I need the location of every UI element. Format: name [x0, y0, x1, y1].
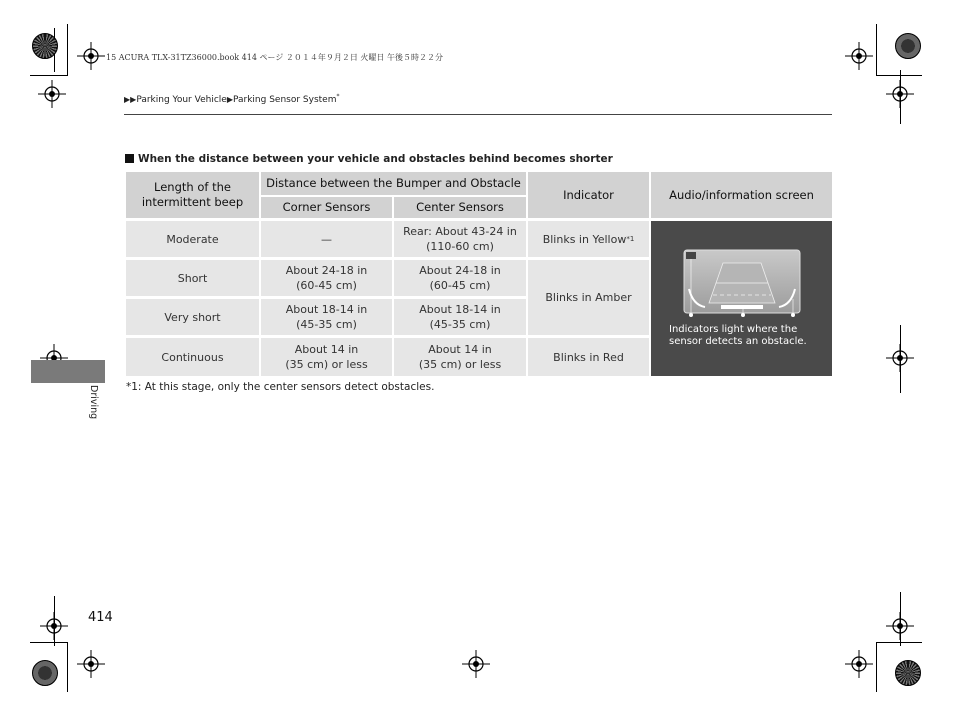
header-distance	[261, 172, 526, 195]
registration-mark-icon	[845, 42, 873, 70]
center-moderate-line2: (110-60 cm)	[426, 240, 494, 253]
indicator-yellow: Blinks in Yellow	[542, 232, 627, 246]
print-rosette-icon	[32, 33, 58, 59]
table-cell	[261, 299, 392, 335]
corner-very-short-line1: About 18-14 in	[285, 303, 368, 316]
registration-mark-icon	[886, 612, 914, 640]
section-heading-text: When the distance between your vehicle and obstacles behind becomes shorter	[138, 153, 613, 165]
heading-square-icon	[125, 154, 134, 163]
registration-mark-icon	[40, 612, 68, 640]
table-cell	[126, 260, 259, 296]
breadcrumb-arrow-icon: ▶▶	[124, 95, 137, 104]
center-very-short-line2: (45-35 cm)	[429, 318, 491, 331]
header-indicator	[528, 172, 649, 218]
header-screen-text: Audio/information screen	[669, 187, 814, 202]
table-cell	[261, 260, 392, 296]
beep-moderate: Moderate	[166, 232, 219, 246]
corner-very-short-line2: (45-35 cm)	[296, 318, 357, 331]
table-cell	[261, 221, 392, 257]
header-distance-text: Distance between the Bumper and Obstacle	[266, 176, 521, 190]
corner-continuous-line2: (35 cm) or less	[285, 358, 368, 371]
header-screen	[651, 172, 832, 218]
table-cell	[528, 338, 649, 376]
registration-mark-icon	[886, 80, 914, 108]
registration-mark-icon	[77, 42, 105, 70]
print-header: 15 ACURA TLX-31TZ36000.book 414 ページ ２０１４年９月２日 火曜日 午後５時２２分	[106, 53, 443, 62]
section-heading	[125, 153, 613, 165]
table-cell	[394, 299, 526, 335]
table-cell	[394, 260, 526, 296]
table-cell	[126, 221, 259, 257]
table-cell	[394, 221, 526, 257]
chapter-tab	[31, 360, 105, 383]
table-cell	[394, 338, 526, 376]
header-center	[394, 197, 526, 218]
header-rule	[124, 114, 832, 115]
page-number: 414	[88, 610, 113, 625]
center-very-short-line1: About 18-14 in	[419, 303, 501, 316]
header-corner	[261, 197, 392, 218]
breadcrumb-item[interactable]: Parking Sensor System	[232, 95, 337, 105]
registration-mark-icon	[38, 80, 66, 108]
indicator-red: Blinks in Red	[553, 350, 624, 364]
indicator-amber: Blinks in Amber	[545, 291, 632, 304]
table-cell	[528, 260, 649, 335]
beep-continuous: Continuous	[161, 350, 224, 364]
center-short-line2: (60-45 cm)	[429, 279, 491, 292]
print-rosette-icon	[895, 660, 921, 686]
breadcrumb-mark: *	[336, 93, 340, 100]
registration-mark-icon	[886, 344, 914, 372]
corner-continuous-line1: About 14 in	[294, 343, 359, 356]
screen-caption: Indicators light where the sensor detects an obstacle.	[669, 324, 807, 347]
registration-mark-icon	[845, 650, 873, 678]
header-beep-text: Length of the intermittent beep	[141, 180, 244, 209]
header-indicator-text: Indicator	[563, 187, 614, 202]
corner-short-line2: (60-45 cm)	[296, 279, 357, 292]
center-short-line1: About 24-18 in	[419, 264, 501, 277]
registration-mark-icon	[462, 650, 490, 678]
corner-moderate: —	[321, 232, 332, 246]
table-cell	[126, 299, 259, 335]
header-center-text: Center Sensors	[416, 200, 504, 214]
center-moderate-line1: Rear: About 43-24 in	[403, 225, 517, 238]
center-continuous-line1: About 14 in	[428, 343, 492, 356]
footnote-ref: *1	[626, 234, 635, 243]
beep-very-short: Very short	[164, 310, 221, 324]
table-cell	[261, 338, 392, 376]
table-cell	[126, 338, 259, 376]
breadcrumb	[124, 93, 339, 105]
chapter-label[interactable]: Driving	[88, 385, 99, 420]
header-beep	[126, 172, 259, 218]
header-corner-text: Corner Sensors	[282, 200, 371, 214]
print-rosette-icon	[32, 660, 58, 686]
registration-mark-icon	[77, 650, 105, 678]
breadcrumb-arrow-icon: ▶	[226, 95, 233, 104]
footnote: *1: At this stage, only the center sensors detect obstacles.	[126, 381, 435, 393]
table-cell	[528, 221, 649, 257]
breadcrumb-item[interactable]: Parking Your Vehicle	[136, 95, 227, 105]
beep-short: Short	[177, 271, 208, 285]
print-rosette-icon	[895, 33, 921, 59]
center-continuous-line2: (35 cm) or less	[418, 358, 502, 371]
corner-short-line1: About 24-18 in	[285, 264, 368, 277]
rear-camera-screen-illustration	[683, 249, 802, 319]
